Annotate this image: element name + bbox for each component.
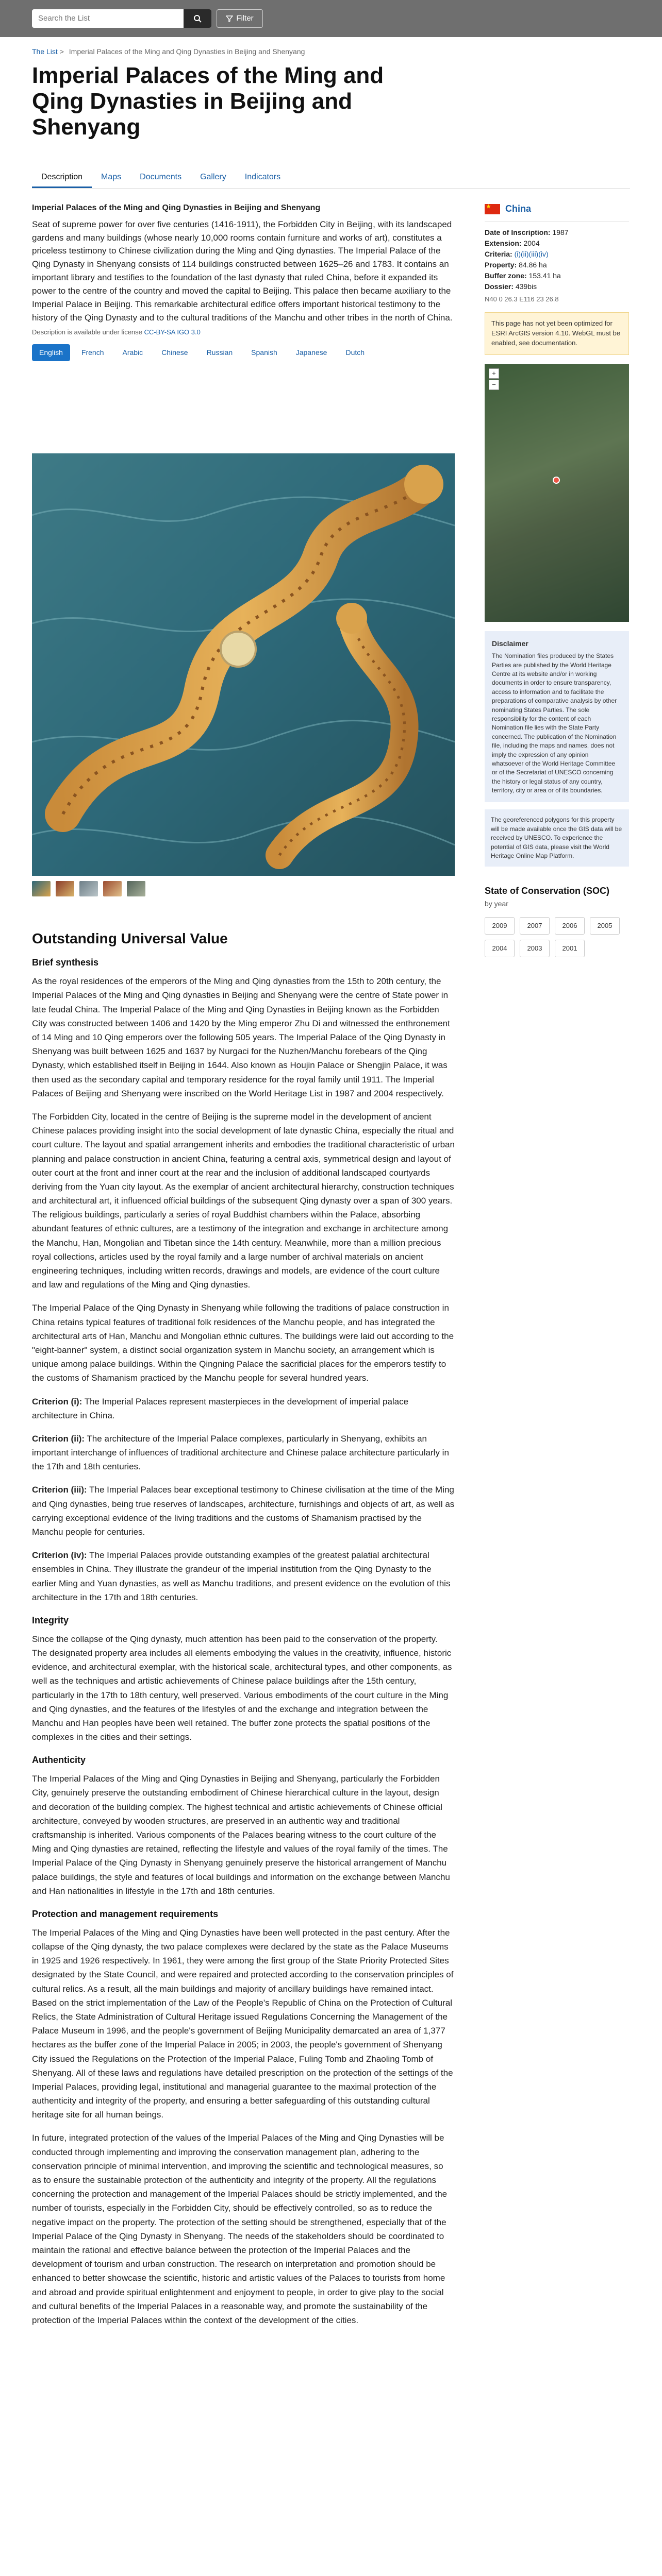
- tab-gallery[interactable]: Gallery: [200, 173, 226, 181]
- criterion-text: The Imperial Palaces represent masterpieces in the development of imperial palace architecture in China.: [32, 1396, 409, 1420]
- protection-text: In future, integrated protection of the values of the Imperial Palaces of the Ming and Qing Dynasties will be conducted through implementing and improving the conservation management plan, adhering to the conservation principle of minimal intervention, and improving the scientific and technological measures, so as to ensure the sustainable protection of the authenticity and integrity of the property. All the regulations concerning the protection and management of the Imperial Palaces should be strictly implemented, and the number of tourists, especially in the Forbidden City, should be effectively controlled, so as to reduce the negative impact on the property. The protection of the setting should be strengthened, especially that of the Imperial Palace of the Qing Dynasty in Shenyang. The needs of the stakeholders should be coordinated to maintain the rational and effective balance between the protection of the Imperial Palaces and the development of tourism and urban construction. The research on interpretation and promotion should be enhanced to better showcase the scientific, historic and artistic values of the Palaces to tourists from home and abroad and provide spiritual enlightenment and enjoyment to people, in order to give play to the social and cultural benefits of the Imperial Palaces in a reasonable way, and promote the sustainability of the protection of the Imperial Palaces within the context of the development of the cities.: [32, 2133, 448, 2325]
- description-text: Seat of supreme power for over five centuries (1416-1911), the Forbidden City in Beijing, with its landscaped gardens and many buildings (whose nearly 10,000 rooms contain furniture and works of art), constitutes a priceless testimony to Chinese civilization during the Ming and Qing dynasties. The Imperial Palace of the Qing Dynasty in Shenyang consists of 114 buildings constructed between 1625–26 and 1783. It contains an important library and testifies to the foundation of the last dynasty that ruled China, before it expanded its power to the centre of the country and moved the capital to Beijing. This palace then became auxiliary to the Imperial Palace in Beijing. This remarkable architectural edifice offers important historical testimony to the history of the Qing Dynasty and to the cultural traditions of the Manchu and other tribes in the north of China.: [32, 219, 453, 323]
- location-pin-icon[interactable]: [553, 477, 560, 484]
- soc-year[interactable]: 2003: [520, 940, 550, 957]
- fact-row: [485, 281, 629, 292]
- filter-icon: [226, 15, 233, 22]
- search-input[interactable]: Search the List: [32, 9, 211, 28]
- fact-value: 153.41 ha: [528, 271, 561, 280]
- fact-row: [485, 260, 629, 270]
- soc-year[interactable]: 2001: [555, 940, 585, 957]
- country-name: China: [505, 204, 532, 214]
- criterion-text: The Imperial Palaces provide outstanding examples of the greatest palatial architectural ensembles in China. They illustrate the grandeur of the imperial institution from the Qing Dynasty to the earlier Ming and Yuan dynasties, as well as Manchu traditions, and present evidence on the evolution of this architecture in the 17th and 18th centuries.: [32, 1550, 451, 1602]
- fact-row: [485, 238, 629, 249]
- fact-label: Date of Inscription:: [485, 228, 551, 236]
- criterion-label: Criterion (ii):: [32, 1433, 85, 1444]
- top-bar: [0, 0, 662, 37]
- language-switcher: [32, 344, 455, 362]
- country-link[interactable]: [485, 202, 629, 222]
- ouv-title: Outstanding Universal Value: [32, 930, 228, 946]
- fact-label: Buffer zone:: [485, 271, 527, 280]
- description-heading: Imperial Palaces of the Ming and Qing Dynasties in Beijing and Shenyang: [32, 204, 321, 212]
- lang-russian[interactable]: Russian: [206, 348, 233, 357]
- lang-dutch[interactable]: Dutch: [345, 348, 365, 357]
- fact-value: 84.86 ha: [519, 260, 547, 269]
- fact-label: Dossier:: [485, 282, 514, 291]
- breadcrumb: [32, 46, 308, 58]
- ouv-paragraph: The Forbidden City, located in the centre of Beijing is the supreme model in the development of ancient Chinese palaces providing insight into the social development of late dynastic China, especially the ritual and court culture. The layout and spatial arrangement inherits and embodies the traditional characteristic of urban planning and palace construction in ancient China, featuring a central axis, symmetrical design and layout of outer court at the front and inner court at the rear and the inclusion of additional landscaped courtyards deriving from the Yuan city layout. As the exemplar of ancient architectural hierarchy, construction techniques and architectural art, it influenced official buildings of the subsequent Qing dynasty over a span of 300 years. The religious buildings, particularly a series of royal Buddhist chambers within the Palace, absorbing abundant features of ethnic cultures, are a testimony of the integration and exchange in architecture among the Manchu, Han, Mongolian and Tibetan since the 14th century. Meanwhile, more than a million precious royal collections, articles used by the royal family and a large number of archival materials on ancient engineering techniques, including written records, drawings and models, are evidence of the court culture and law and regulations of the Ming and Qing dynasties.: [32, 1111, 455, 1290]
- protection-heading: Protection and management requirements: [32, 1908, 219, 1919]
- gallery-thumbnail[interactable]: [127, 881, 145, 896]
- soc-year[interactable]: 2007: [520, 917, 550, 935]
- tab-indicators[interactable]: Indicators: [244, 173, 281, 181]
- soc-years: [485, 917, 629, 957]
- breadcrumb-home[interactable]: The List: [32, 47, 58, 56]
- breadcrumb-current: Imperial Palaces of the Ming and Qing Dynasties in Beijing and Shenyang: [69, 47, 305, 56]
- soc-year[interactable]: 2009: [485, 917, 515, 935]
- gallery-thumbnail[interactable]: [32, 881, 51, 896]
- lang-chinese[interactable]: Chinese: [161, 348, 188, 357]
- fact-label: Extension:: [485, 239, 522, 247]
- soc-year[interactable]: 2006: [555, 917, 585, 935]
- authenticity-heading: Authenticity: [32, 1755, 86, 1766]
- page-title: Imperial Palaces of the Ming and Qing Dynasties in Beijing and Shenyang: [32, 63, 384, 140]
- fact-label: Criteria:: [485, 249, 512, 258]
- property-sidebar: [485, 202, 629, 957]
- fact-value: 2004: [523, 239, 540, 247]
- filter-label: Filter: [236, 14, 254, 23]
- ouv-paragraph: As the royal residences of the emperors of the Ming and Qing dynasties from the 15th to 20th century, the Imperial Palaces of the Ming and Qing dynasties in Beijing and Shenyang were the centre of State power in late feudal China. The Imperial Palace of the Ming and Qing Dynasties in Beijing known as the Forbidden City was constructed between 1406 and 1420 by the Ming emperor Zhu Di and witnessed the enthronement of 14 Ming and 10 Qing emperors over the following 505 years. The Imperial Palace of the Qing Dynasty in Shenyang was built between 1625 and 1637 by Nurgaci for the Nuzhen/Manchu forebears of the Qing Dynasty, which established itself in Beijing in 1644. Also known as Houjin Palace or Shengjin Palace, it was then used as the secondary capital and temporary residence for the royal family until 1911. The Imperial Palaces of Beijing and Shenyang were inscribed on the World Heritage List in 1987 and 2004 respectively.: [32, 976, 450, 1098]
- geo-note: The georeferenced polygons for this property will be made available once the GIS data will be received by UNESCO. To experience the potential of GIS data, please visit the World Heritage Online Map Platform.: [485, 809, 629, 867]
- soc-year[interactable]: 2005: [590, 917, 620, 935]
- criterion-iv: [32, 1548, 455, 1604]
- criterion-i: [32, 1395, 455, 1422]
- fact-label: Property:: [485, 260, 517, 269]
- china-flag-icon: [485, 204, 500, 214]
- webgl-warning: This page has not yet been optimized for ESRI ArcGIS version 4.10. WebGL must be enabled, see documentation.: [485, 312, 629, 355]
- lang-spanish[interactable]: Spanish: [251, 348, 277, 357]
- criterion-ii: [32, 1432, 455, 1474]
- description-section: [32, 202, 455, 361]
- criterion-text: The architecture of the Imperial Palace complexes, particularly in Shenyang, exhibits an important interchange of influences of traditional architecture and Chinese palace architecture particularly in the 17th and 18th centuries.: [32, 1433, 449, 1472]
- ouv-section: [32, 927, 455, 2336]
- gallery-thumbnails: [32, 881, 145, 896]
- disclaimer-text: The Nomination files produced by the States Parties are published by the World Heritage Centre at its website and/or in working documents in order to ensure transparency, access to information and to facilitate the preparations of comparative analysis by other nominating States Parties. The sole responsibility for the content of each Nomination file lies with the State Party concerned. The publication of the Nomination file, including the maps and names, does not imply the expression of any opinion whatsoever of the World Heritage Committee or of the Secretariat of UNESCO concerning the history or legal status of any country, territory, city or area or of its boundaries.: [492, 652, 617, 794]
- filter-button[interactable]: [217, 9, 263, 28]
- fact-row: [485, 270, 629, 281]
- fact-row: [485, 249, 629, 260]
- soc-subtitle: by year: [485, 900, 508, 908]
- ouv-paragraph: The Imperial Palace of the Qing Dynasty in Shenyang while following the traditions of palace construction in China retains typical features of traditional folk residences of the Manchu people, and has integrated the architectural arts of Han, Manchu and Mongolian ethnic cultures. The buildings were laid out according to the "eight-banner" system, a distinct social organization system in Manchu society, an arrangement which is unique among palace buildings. Within the Qingning Palace the sacrificial places for the emperors testify to the customs of Shamanism practiced by the Manchu people for several hundred years.: [32, 1303, 454, 1383]
- criterion-label: Criterion (iv):: [32, 1550, 87, 1561]
- dragon-wall-image: [32, 453, 455, 876]
- property-map[interactable]: [485, 364, 629, 622]
- disclaimer-box: [485, 631, 629, 803]
- license-prefix: Description is available under license: [32, 328, 142, 336]
- tab-documents[interactable]: Documents: [140, 173, 182, 181]
- search-icon: [193, 14, 202, 23]
- lang-japanese[interactable]: Japanese: [295, 348, 327, 357]
- criterion-text: The Imperial Palaces bear exceptional testimony to Chinese civilisation at the time of the Ming and Qing dynasties, being true reserves of landscapes, architecture, furnishings and objects of art, as well as carrying exceptional evidence of the living traditions and the customs of Shamanism practised by the Manchu people for centuries.: [32, 1485, 455, 1537]
- tab-description[interactable]: Description: [32, 166, 92, 188]
- criterion-label: Criterion (i):: [32, 1396, 82, 1406]
- lang-arabic[interactable]: Arabic: [122, 348, 143, 357]
- authenticity-text: The Imperial Palaces of the Ming and Qing Dynasties in Beijing and Shenyang, particularly the Forbidden City, genuinely preserve the outstanding embodiment of Chinese hierarchical culture in the layout, design and decoration of the building complex. The highest technical and artistic achievements of Chinese official architecture, conveyed by wooden structures, are preserved in an authentic way and traditional craftsmanship is inherited. Various components of the Palaces bearing witness to the court culture of the Ming and Qing dynasties are retained, reflecting the lifestyle and values of the royal family of the times. The Imperial Palace of the Qing Dynasty in Shenyang genuinely preserve the historical arrangement of Manchu palace buildings, the style and features of local buildings and information on the exchange between Manchu and Han nationalities in lifestyle in the 17th and 18th centuries.: [32, 1774, 450, 1896]
- gallery-thumbnail[interactable]: [103, 881, 122, 896]
- integrity-text: Since the collapse of the Qing dynasty, much attention has been paid to the conservation of the property. The designated property area includes all elements embodying the values in the creativity, influence, historic evidence, and architectural exemplar, with the historical scale, architectural types, and other components, as well as the techniques and artistic achievements of Chinese palace buildings after the 15th century, particularly in the 17th to 18th century, well preserved. Various embodiments of the court culture in the Ming and Qing dynasties, and the features of the lifestyles of and the exchange and integration between the Manchu and Han peoples have been well retained. The buffer zone protects the spatial positions of the complexes in the cities and their settings.: [32, 1634, 452, 1742]
- zoom-in-button[interactable]: +: [489, 368, 499, 379]
- soc-title: State of Conservation (SOC): [485, 886, 610, 896]
- lang-french[interactable]: French: [81, 348, 104, 357]
- lang-english[interactable]: English: [32, 344, 70, 362]
- criteria-link[interactable]: (i)(ii)(iii)(iv): [514, 249, 549, 258]
- gallery-thumbnail[interactable]: [79, 881, 98, 896]
- property-facts: [485, 227, 629, 304]
- criterion-label: Criterion (iii):: [32, 1485, 87, 1495]
- tab-maps[interactable]: Maps: [101, 173, 122, 181]
- protection-text: The Imperial Palaces of the Ming and Qing Dynasties have been well protected in the past century. After the collapse of the Qing dynasty, the two palace complexes were declared by the state as the Palace Museums in 1925 and 1926 respectively. In 1961, they were among the first group of the State Priority Protected Sites designated by the State Council, and were repaired and protected according to the conservation principles of cultural relics. As a result, all the main buildings and majority of ancillary buildings have remained intact. Based on the strict implementation of the Law of the People's Republic of China on the Protection of Cultural Relics, the State Administration of Cultural Heritage issued Regulations Concerning the Management of the Palace Museum in 1996, and the people's government of Beijing Municipality demarcated an area of 1,377 hectares as the buffer zone of the Imperial Palace in 2005; in 2003, the people's government of Shenyang City issued the Regulations on the Protection of the Imperial Palace, Fuling Tomb and Zhaoling Tomb of Shenyang. All of these laws and regulations have detailed prescription on the protection of the settings of the Imperial Palaces, providing legal, institutional and managerial guarantee to the maximal protection of the authenticity and integrity of the property, and ensuring a better safeguarding of this outstanding cultural heritage site for all human beings.: [32, 1927, 454, 2120]
- criterion-iii: [32, 1483, 455, 1539]
- integrity-heading: Integrity: [32, 1615, 69, 1625]
- brief-synthesis-heading: Brief synthesis: [32, 957, 99, 968]
- zoom-out-button[interactable]: −: [489, 380, 499, 390]
- soc-year[interactable]: 2004: [485, 940, 515, 957]
- gallery-thumbnail[interactable]: [56, 881, 74, 896]
- coordinates: N40 0 26.3 E116 23 26.8: [485, 295, 559, 303]
- disclaimer-title: Disclaimer: [492, 639, 528, 648]
- fact-value: 439bis: [515, 282, 537, 291]
- hero-image[interactable]: [32, 453, 455, 876]
- search-button[interactable]: [184, 9, 211, 28]
- section-tabs: [32, 166, 630, 189]
- license-link[interactable]: CC-BY-SA IGO 3.0: [144, 328, 201, 336]
- license-note: [32, 327, 455, 337]
- fact-value: 1987: [552, 228, 569, 236]
- fact-row: [485, 227, 629, 238]
- breadcrumb-sep: >: [59, 47, 64, 56]
